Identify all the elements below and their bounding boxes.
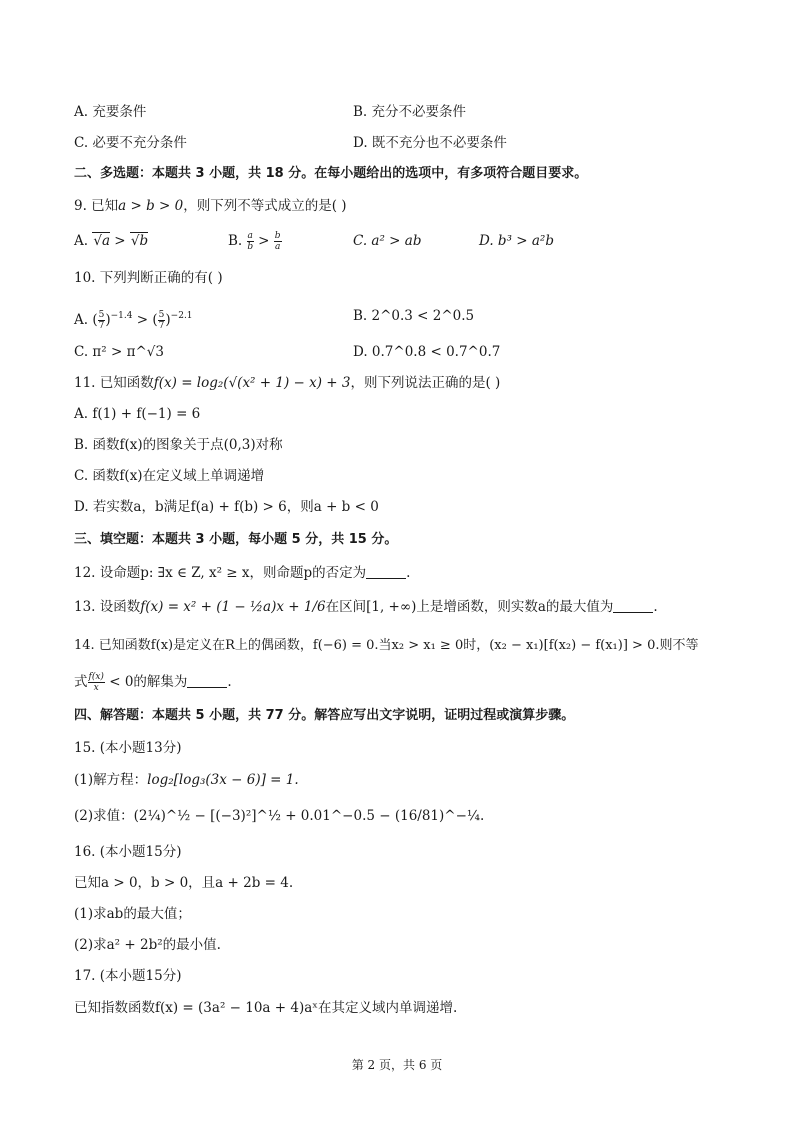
q11-option-d: D. 若实数a，b满足f(a) + f(b) > 6，则a + b < 0 xyxy=(74,499,379,515)
q10-option-d: D. 0.7^0.8 < 0.7^0.7 xyxy=(353,344,501,360)
question-16-part-1: (1)求ab的最大值； xyxy=(74,906,191,922)
q9-option-a: A. √a > √b xyxy=(74,233,149,249)
q10-option-b: B. 2^0.3 < 2^0.5 xyxy=(353,308,475,324)
q11-option-c: C. 函数f(x)在定义域上单调递增 xyxy=(74,468,265,484)
question-13: 13. 设函数f(x) = x² + (1 − ½a)x + 1/6在区间[1, +∞)上是增函数，则实数a的最大值为 . xyxy=(74,599,658,615)
answer-blank xyxy=(613,598,653,613)
q9-option-c: C. a² > ab xyxy=(353,233,422,249)
question-15-heading: 15. (本小题13分) xyxy=(74,740,182,756)
question-17-stem: 已知指数函数f(x) = (3a² − 10a + 4)aˣ在其定义域内单调递增. xyxy=(74,1000,458,1016)
question-15-part-1: (1)解方程：log₂[log₃(3x − 6)] = 1. xyxy=(74,772,299,788)
page-number-footer: 第 2 页，共 6 页 xyxy=(351,1058,443,1072)
q11-option-b: B. 函数f(x)的图象关于点(0,3)对称 xyxy=(74,437,283,453)
question-16-part-2: (2)求a² + 2b²的最小值. xyxy=(74,937,221,953)
section-multi-choice-heading: 二、多选题：本题共 3 小题，共 18 分。在每小题给出的选项中，有多项符合题目要求。 xyxy=(74,166,588,181)
question-12: 12. 设命题p: ∃x ∈ Z, x² ≥ x，则命题p的否定为 . xyxy=(74,565,411,581)
question-10-stem: 10. 下列判断正确的有( ) xyxy=(74,270,223,286)
question-14-line-2: 式 $\frac{f(x)}{x}$ < 0的解集为 . xyxy=(74,672,232,693)
q9-option-d: D. b³ > a²b xyxy=(479,233,554,249)
section-fill-blank-heading: 三、填空题：本题共 3 小题，每小题 5 分，共 15 分。 xyxy=(74,532,398,547)
q11-option-a: A. f(1) + f(−1) = 6 xyxy=(74,406,201,422)
q8-option-c: C. 必要不充分条件 xyxy=(74,135,187,151)
q8-option-a: A. 充要条件 xyxy=(74,104,147,120)
q8-option-b: B. 充分不必要条件 xyxy=(353,104,467,120)
q9-option-b: B. $\frac{a}{b}$ > $\frac{b}{a}$ xyxy=(228,231,281,252)
q10-option-c: C. π² > π^√3 xyxy=(74,344,164,360)
question-15-part-2: (2)求值：(2¼)^½ − [(−3)²]^½ + 0.01^−0.5 − (16/81)^−¼. xyxy=(74,808,485,824)
q8-option-d: D. 既不充分也不必要条件 xyxy=(353,135,507,151)
question-16-condition: 已知a > 0，b > 0，且a + 2b = 4. xyxy=(74,875,294,891)
question-16-heading: 16. (本小题15分) xyxy=(74,844,182,860)
q10-option-a: A. ( $\frac{5}{7}$ )$^{-1.4}$ > ( $\frac{5}{7}$ )$^{-2.1}$ xyxy=(74,310,193,331)
question-14-line-1: 14. 已知函数f(x)是定义在R上的偶函数，f(−6) = 0.当x₂ > x₁ ≥ 0时，(x₂ − x₁)[f(x₂) − f(x₁)] > 0.则不等 xyxy=(74,638,699,653)
answer-blank xyxy=(187,673,227,688)
question-17-heading: 17. (本小题15分) xyxy=(74,968,182,984)
question-9-stem: 9. 已知a > b > 0，则下列不等式成立的是( ) xyxy=(74,198,347,214)
answer-blank xyxy=(366,564,406,579)
section-solution-heading: 四、解答题：本题共 5 小题，共 77 分。解答应写出文字说明，证明过程或演算步骤。 xyxy=(74,708,575,723)
question-11-stem: 11. 已知函数f(x) = log₂(√(x² + 1) − x) + 3，则下列说法正确的是( ) xyxy=(74,375,501,391)
